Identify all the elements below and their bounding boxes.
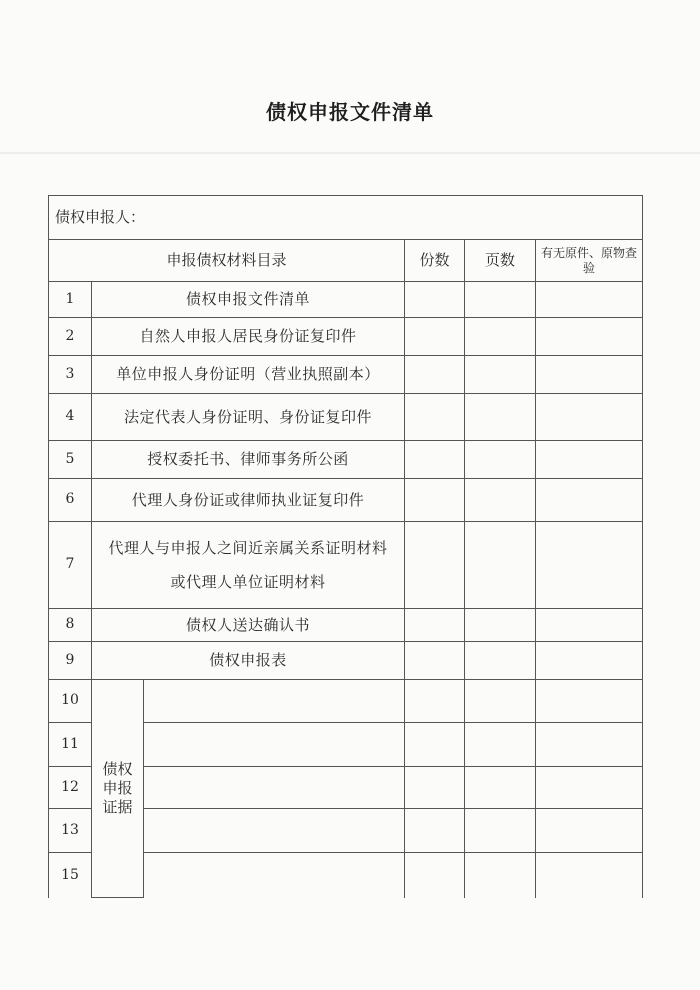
row-number: 6 (49, 479, 92, 522)
evidence-item-cell[interactable] (144, 723, 405, 767)
pages-cell[interactable] (465, 441, 536, 479)
original-cell[interactable] (536, 522, 643, 609)
row-number: 5 (49, 441, 92, 479)
pages-cell[interactable] (465, 394, 536, 441)
original-cell[interactable] (536, 441, 643, 479)
original-cell[interactable] (536, 609, 643, 642)
copies-cell[interactable] (405, 767, 465, 809)
row-item: 单位申报人身份证明（营业执照副本） (92, 356, 405, 394)
row-number: 13 (49, 809, 92, 853)
header-catalog: 申报债权材料目录 (49, 240, 405, 282)
pages-cell[interactable] (465, 767, 536, 809)
row-item: 自然人申报人居民身份证复印件 (92, 318, 405, 356)
row-number: 12 (49, 767, 92, 809)
pages-cell[interactable] (465, 642, 536, 680)
copies-cell[interactable] (405, 282, 465, 318)
original-cell[interactable] (536, 767, 643, 809)
row-item: 债权申报表 (92, 642, 405, 680)
pages-cell[interactable] (465, 723, 536, 767)
original-cell[interactable] (536, 356, 643, 394)
row-number: 1 (49, 282, 92, 318)
header-original: 有无原件、原物查验 (536, 240, 643, 282)
row-number: 7 (49, 522, 92, 609)
pages-cell[interactable] (465, 479, 536, 522)
evidence-item-cell[interactable] (144, 767, 405, 809)
copies-cell[interactable] (405, 318, 465, 356)
copies-cell[interactable] (405, 356, 465, 394)
original-cell[interactable] (536, 394, 643, 441)
original-cell[interactable] (536, 479, 643, 522)
row-item: 法定代表人身份证明、身份证复印件 (92, 394, 405, 441)
original-cell[interactable] (536, 853, 643, 898)
row-item-line: 或代理人单位证明材料 (170, 573, 326, 591)
copies-cell[interactable] (405, 680, 465, 723)
scan-artifact-line (0, 152, 700, 154)
table-row (49, 609, 643, 642)
original-cell[interactable] (536, 642, 643, 680)
original-cell[interactable] (536, 723, 643, 767)
row-item-line: 代理人与申报人之间近亲属关系证明材料 (108, 538, 388, 557)
copies-cell[interactable] (405, 441, 465, 479)
table-row (49, 394, 643, 441)
evidence-item-cell[interactable] (144, 853, 405, 898)
copies-cell[interactable] (405, 809, 465, 853)
copies-cell[interactable] (405, 723, 465, 767)
pages-cell[interactable] (465, 282, 536, 318)
original-cell[interactable] (536, 680, 643, 723)
row-item: 债权申报文件清单 (92, 282, 405, 318)
original-cell[interactable] (536, 282, 643, 318)
row-number: 11 (49, 723, 92, 767)
evidence-label-line: 申报 (102, 779, 133, 798)
table-row (49, 318, 643, 356)
row-item: 债权人送达确认书 (92, 609, 405, 642)
row-number: 2 (49, 318, 92, 356)
copies-cell[interactable] (405, 853, 465, 898)
table-row (49, 479, 643, 522)
header-pages: 页数 (465, 240, 536, 282)
row-number: 10 (49, 680, 92, 723)
header-copies: 份数 (405, 240, 465, 282)
evidence-item-cell[interactable] (144, 809, 405, 853)
table-row (49, 441, 643, 479)
copies-cell[interactable] (405, 522, 465, 609)
pages-cell[interactable] (465, 809, 536, 853)
evidence-label-line: 证据 (102, 797, 133, 816)
copies-cell[interactable] (405, 609, 465, 642)
table-row (49, 680, 643, 723)
copies-cell[interactable] (405, 394, 465, 441)
pages-cell[interactable] (465, 318, 536, 356)
reporter-label: 债权申报人： (55, 208, 146, 227)
original-cell[interactable] (536, 809, 643, 853)
row-number: 8 (49, 609, 92, 642)
copies-cell[interactable] (405, 642, 465, 680)
table-row (49, 356, 643, 394)
pages-cell[interactable] (465, 522, 536, 609)
evidence-item-cell[interactable] (144, 680, 405, 723)
pages-cell[interactable] (465, 356, 536, 394)
row-number: 9 (49, 642, 92, 680)
row-number: 4 (49, 394, 92, 441)
evidence-label-line: 债权 (102, 760, 133, 779)
row-item: 授权委托书、律师事务所公函 (92, 441, 405, 479)
pages-cell[interactable] (465, 609, 536, 642)
pages-cell[interactable] (465, 853, 536, 898)
row-number: 15 (49, 853, 92, 898)
row-number: 3 (49, 356, 92, 394)
table-row (49, 282, 643, 318)
row-item (92, 522, 405, 609)
table-row (49, 522, 643, 609)
pages-cell[interactable] (465, 680, 536, 723)
copies-cell[interactable] (405, 479, 465, 522)
table-row (49, 642, 643, 680)
declaration-checklist-table (48, 195, 643, 898)
row-item: 代理人身份证或律师执业证复印件 (92, 479, 405, 522)
reporter-field[interactable] (49, 196, 643, 240)
page-title: 债权申报文件清单 (266, 100, 434, 124)
evidence-label (92, 680, 144, 898)
original-cell[interactable] (536, 318, 643, 356)
